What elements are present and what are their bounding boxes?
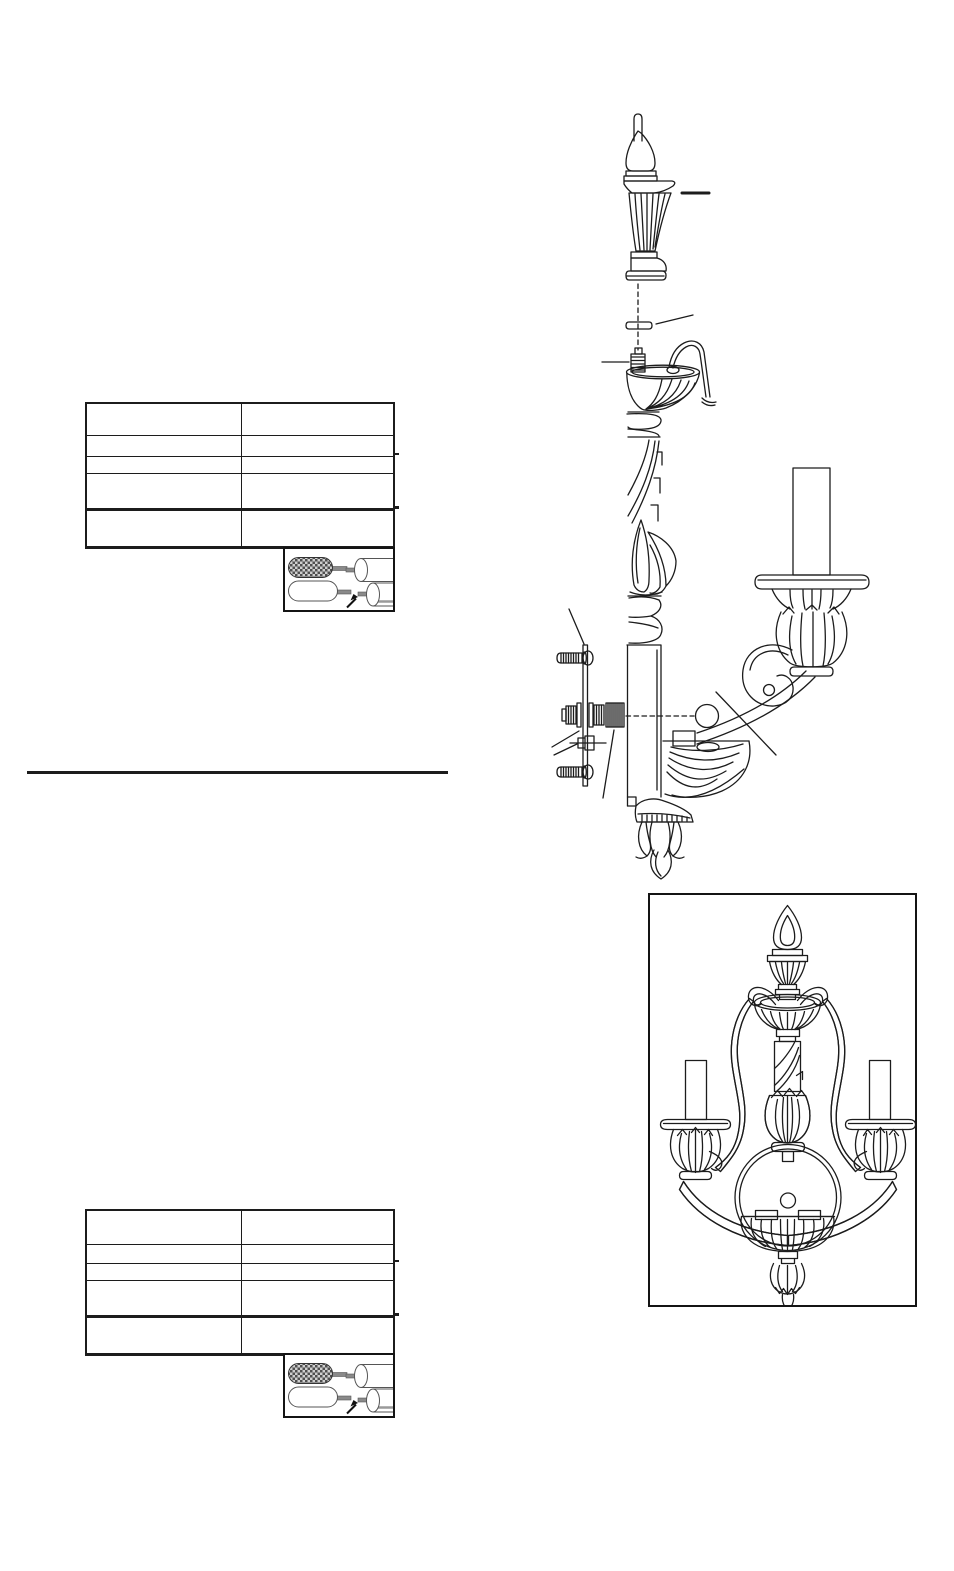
table-cell (86, 1263, 241, 1280)
table-row (86, 1263, 394, 1280)
hook-wire-drawing (667, 341, 716, 406)
table-cell (241, 473, 394, 509)
table-cell (241, 509, 394, 547)
bare-wire-lead (332, 567, 347, 571)
center-nipple-hardware-drawing (562, 703, 624, 727)
lower-bowl-drawing (663, 741, 750, 797)
center-finial-drawing (768, 906, 808, 1000)
supply-wires-drawing (289, 558, 394, 608)
table-cell (86, 456, 241, 473)
bare-wire-lead (337, 590, 351, 594)
table-row (86, 1280, 394, 1316)
fixture-wire-end (355, 1365, 368, 1388)
table-row (86, 509, 394, 547)
table-line-overhang (393, 1313, 399, 1316)
twist-column-drawing (775, 1042, 803, 1092)
bare-wire-lead (337, 1396, 351, 1400)
table-cell (241, 403, 394, 435)
table-line-overhang (393, 453, 399, 455)
washer-drawing (626, 322, 652, 329)
table-line-overhang (393, 506, 399, 509)
table-cell (86, 403, 241, 435)
ribbed-supply-wire (289, 1364, 333, 1384)
right-arm-candle-drawing (789, 987, 916, 1245)
table-line-overhang (393, 1260, 399, 1262)
table-cell (241, 1244, 394, 1263)
main-column-drawing (627, 645, 693, 822)
smooth-supply-wire (289, 1387, 338, 1407)
bottom-petal-finial-drawing (636, 822, 684, 879)
table-row (86, 473, 394, 509)
acanthus-leaf-column-drawing (628, 440, 676, 595)
supply-wires-drawing (289, 1364, 394, 1414)
center-cup-drawing (765, 1089, 810, 1162)
bottom-bowl-drawing (741, 1211, 834, 1306)
table-row (86, 403, 394, 435)
table-cell (241, 1280, 394, 1316)
upper-bowl-drawing (755, 995, 821, 1042)
table-cell (86, 473, 241, 509)
table-cell (241, 1316, 394, 1354)
ribbed-supply-wire (289, 558, 333, 578)
table-row (86, 1316, 394, 1354)
center-knob-drawing (781, 1193, 796, 1208)
wire-connection-figure-bottom (283, 1353, 395, 1418)
column-capital-drawing (628, 596, 662, 643)
table-row (86, 1210, 394, 1244)
table-row (86, 456, 394, 473)
assembled-view-figure (648, 893, 917, 1307)
table-cell (86, 1316, 241, 1354)
fixture-wire-end (355, 559, 368, 582)
ball-thumb-nut-drawing (696, 705, 719, 728)
table-cell (241, 1210, 394, 1244)
wire-connection-figure-top (283, 547, 395, 612)
smooth-supply-wire (289, 581, 338, 601)
table-row (86, 1244, 394, 1263)
parts-table-bottom (85, 1209, 395, 1356)
table-cell (86, 509, 241, 547)
nipple-leader-line (603, 730, 614, 798)
table-cell (86, 1280, 241, 1316)
table-row (86, 435, 394, 456)
table-cell (86, 1210, 241, 1244)
left-arm-candle-drawing (661, 987, 788, 1245)
parts-table-top (85, 402, 395, 549)
table-cell (86, 435, 241, 456)
table-cell (86, 1244, 241, 1263)
table-cell (241, 1263, 394, 1280)
washer-leader-line (656, 315, 693, 324)
section-divider-rule (27, 771, 448, 774)
bare-wire-lead (332, 1373, 347, 1377)
exploded-view-figure (540, 100, 920, 900)
table-cell (241, 456, 394, 473)
fixture-wire-end (367, 583, 380, 606)
table-cell (241, 435, 394, 456)
column-moldings-drawing (627, 412, 661, 437)
fixture-wire-end (367, 1389, 380, 1412)
mounting-bar-leader-line (569, 609, 584, 644)
finial-drawing (624, 114, 675, 280)
